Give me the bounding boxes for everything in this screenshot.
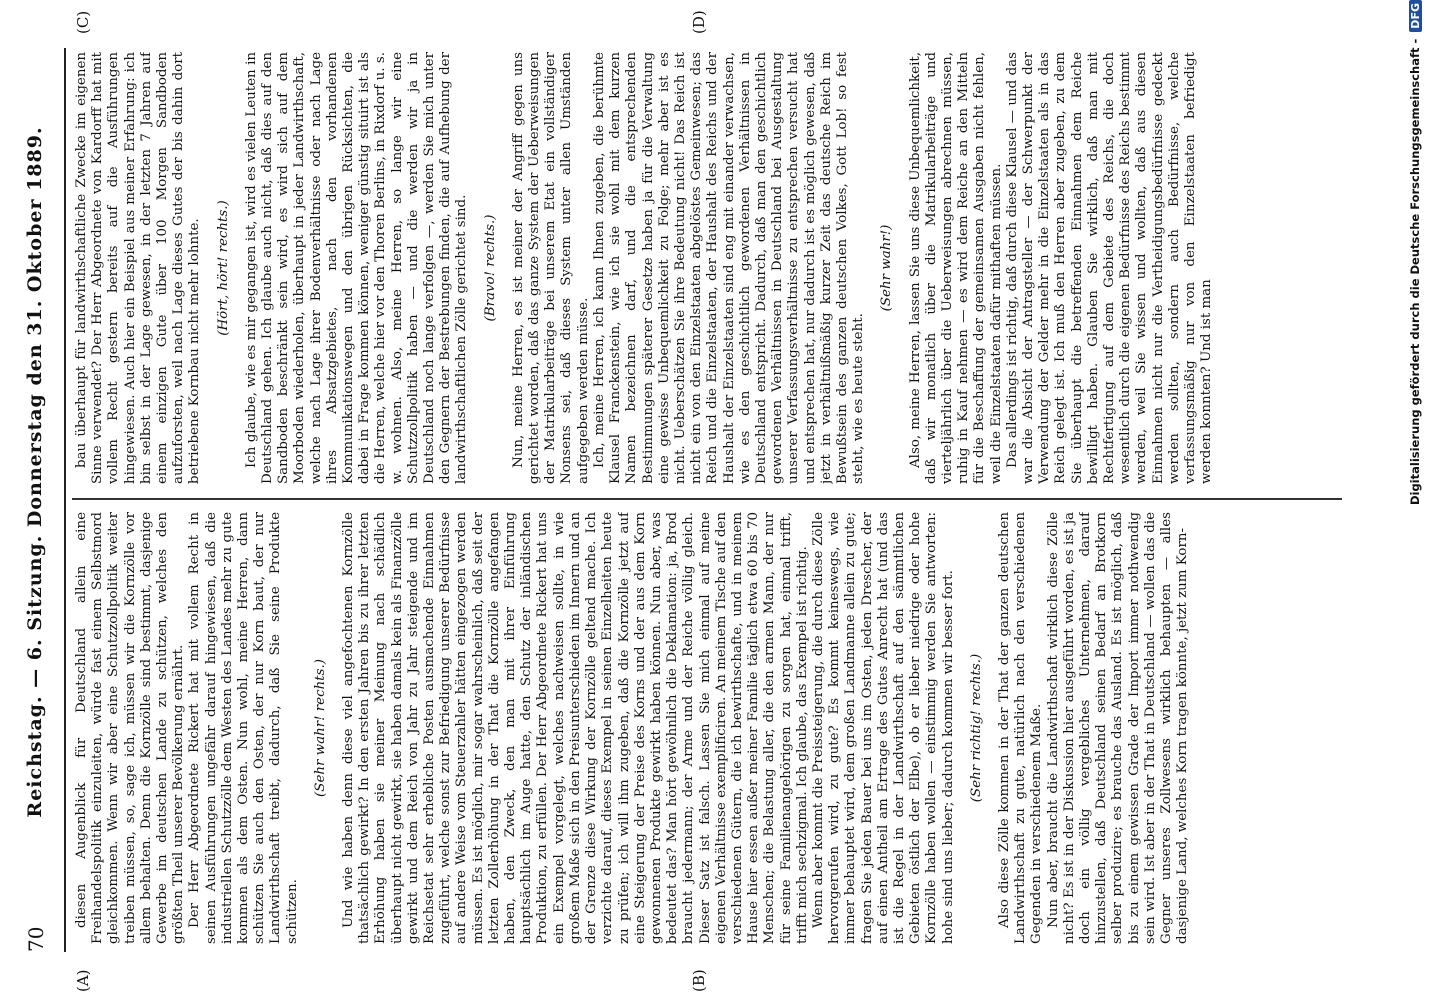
- paragraph: Nun aber, braucht die Landwirthschaft wirklich diese Zölle nicht? Es ist in der Diskussion hier ausgeführt worden, es ist ja doch ein völlig vergebliches Unternehmen, darauf hinzustellen, daß Deutschland seinen Bedarf an Brotkorn selber produzire; es brauche das Ausland. Es ist möglich, daß bis zu einem gewissen Grade der Import immer nothwendig sein wird. Ist aber in der That in Deutschland — wollen das die Gegner unseres Zollwesens wirklich behaupten — alles dasjenige Land, welches Korn tragen könnte, jetzt zum Korn-: [1045, 512, 1191, 944]
- margin-marker-b: (B): [690, 969, 708, 992]
- right-text-column: [74, 52, 1344, 484]
- paragraph: Also diese Zölle kommen in der That der ganzen deutschen Landwirthschaft zu gute, natürlich nach den verschiedenen Gegenden in verschiedenem Maße.: [996, 512, 1045, 944]
- column-divider: [72, 498, 1342, 500]
- digitization-credit: [1408, 0, 1422, 1000]
- paragraph: bau überhaupt für landwirthschaftliche Zwecke im eigenen Sinne verwendet? Der Herr Abgeordnete von Kardorff hat mit vollem Recht gestern bereits auf die Ausführungen hingewiesen. Auch hier ein Beispiel aus meiner Erfahrung: ich bin selbst in der Lage gewesen, in der letzten 7 Jahren auf einem einzigen Gute über 100 Morgen Sandboden aufzuforsten, weil nach Lage dieses Gutes der bis dahin dort betriebene Kornbau nicht mehr lohnte.: [74, 52, 203, 484]
- paragraph: Ich, meine Herren, ich kann Ihnen zugeben, die berühmte Klausel Franckenstein, wie ich sie wohl mit dem kurzen Namen bezeichnen darf, und die entsprechenden Bestimmungen späterer Gesetze haben ja für die Verwaltung eine gewisse Unbequemlichkeit zu Folge; mehr aber ist es nicht. Ueberschätzen Sie ihre Bedeutung nicht! Das Reich ist nicht ein von den Einzelstaaten abgelöstes Gemeinwesen; das Reich und die Einzelstaaten, der Haushalt des Reichs und der Haushalt der Einzelstaaten sind eng mit einander verwachsen, wie es den geschichtlich gewordenen Verhältnissen in Deutschland entspricht. Dadurch, daß man den geschichtlich gewordenen Verhältnissen in Deutschland bei Ausgestaltung unserer Verfassungsverhältnisse zu entsprechen versucht hat und entsprechen hat, nur dadurch ist es möglich gewesen, daß jetzt in verhältnißmäßig kurzer Zeit das deutsche Reich im Bewußtsein des ganzen deutschen Volkes, Gott Lob! so fest steht, wie es heute steht.: [591, 52, 867, 484]
- paragraph: Nun, meine Herren, es ist meiner der Angriff gegen uns gerichtet worden, daß das ganze System der Ueberweisungen der Matrikularbeiträge bei unserem Etat ein vollständiger Nonsens sei, daß dieses System unter allen Umständen aufgegeben werden müsse.: [510, 52, 591, 484]
- page-header: [10, 52, 60, 952]
- left-text-column: [74, 512, 1344, 944]
- margin-marker-d: (D): [690, 10, 708, 34]
- paragraph: Ich glaube, wie es mir gegangen ist, wird es vielen Leuten in Deutschland gehen. Ich glaube auch nicht, daß dies auf den Sandboden beschränkt sein wird, es wird sich auf dem Moorboden wiederholen, überhaupt in jeder Landwirthschaft, welche nach Lage ihrer Bodenverhältnisse oder nach Lage ihres Absatzgebietes, nach den vorhandenen Kommunikationswegen und den übrigen Rücksichten, die dabei in Frage kommen können, weniger günstig situirt ist als die Herren, welche hier vor den Thoren Berlins, in Rixdorf u. s. w. wohnen. Also, meine Herren, so lange wir eine Schutzzollpolitik haben — und die werden wir ja in Deutschland noch lange verfolgen —, werden Sie mich unter den Gegnern der Bestrebungen finden, die auf Aufhebung der landwirthschaftlichen Zölle gerichtet sind.: [243, 52, 470, 484]
- page-number: 70: [24, 926, 48, 952]
- header-rule: [64, 48, 66, 952]
- credit-text: Digitalisierung gefördert durch die Deutsche Forschungsgemeinschaft -: [1408, 38, 1422, 506]
- margin-marker-c: (C): [74, 10, 92, 34]
- paragraph: Und wie haben denn diese viel angefochtenen Kornzölle thatsächlich gewirkt? In den ersten Jahren bis zu ihrer letzten Erhöhung haben sie meiner Meinung nach schädlich überhaupt nicht gewirkt, sie haben damals kein als Finanzzölle gewirkt und dem Reich von Jahr zu Jahr steigende und im Reichsetat sehr erhebliche Posten ausmachende Einnahmen zugeführt, welche sonst zur Befriedigung unserer Bedürfnisse auf andere Weise vom Steuerzahler hätten eingezogen werden müssen. Es ist möglich, mir sogar wahrscheinlich, daß seit der letzten Zollerhöhung in der That die Kornzölle angefangen haben, den Zweck, den man mit ihrer Einführung hauptsächlich im Auge hatte, den Schutz der inländischen Produktion, zu erfüllen. Der Herr Abgeordnete Rickert hat uns ein Exempel vorgelegt, welches nachweisen sollte, in wie großem Maße sich in den Preisunterschieden im Innern und an der Grenze diese Wirkung der Kornzölle geltend mache. Ich verzichte darauf, dieses Exempel in seinen Einzelheiten heute zu prüfen; ich will ihm zugeben, daß die Kornzölle jetzt auf eine Steigerung der Preise des Korns und der aus dem Korn gewonnenen Produkte gewirkt haben können. Nun aber, was bedeutet das? Man hört gewöhnlich die Deklamation: ja, Brod braucht jedermann; der Arme und der Reiche völlig gleich. Dieser Satz ist falsch. Lassen Sie mich einmal auf meine eigenen Verhältnisse exemplificiren. An meinem Tische auf den verschiedenen Gütern, die ich bewirthschafte, und in meinem Hause hier essen außer meiner Familie täglich etwa 60 bis 70 Menschen; die Belastung aller, die den armen Mann, der nur für seine Familienangehörigen zu sorgen hat, einmal trifft, trifft mich sechzigmal. Ich glaube, das Exempel ist richtig.: [341, 512, 810, 944]
- dfg-logo: DFG: [1409, 0, 1422, 32]
- session-title: Reichstag. — 6. Sitzung. Donnerstag den 31. Oktober 1889.: [24, 126, 46, 818]
- interjection: (Sehr richtig! rechts.): [968, 653, 984, 803]
- interjection: (Sehr wahr!): [879, 224, 895, 312]
- paragraph: Also, meine Herren, lassen Sie uns diese Unbequemlichkeit, daß wir monatlich über die Matrikularbeiträge und vierteljährlich über die Ueberweisungen abrechnen müssen, ruhig in Kauf nehmen — es wird dem Reiche an den Mitteln für die Beschaffung der gemeinsamen Ausgaben nicht fehlen, weil die Einzelstaaten dafür mithaften müssen.: [907, 52, 1004, 484]
- paragraph: Wenn aber kommt die Preissteigerung, die durch diese Zölle hervorgerufen wird, zu gute? Es kommt keineswegs, wie immer behauptet wird, dem großen Landmanne allein zu gute; fragen Sie jeden Bauer bei uns im Osten, jeden Drescher, der auf einen Antheil am Ertrage des Gutes Anrecht hat (und das ist die Regel in der Landwirthschaft auf den sämmtlichen Gebieten östlich der Elbe), ob er lieber niedrige oder hohe Kornzölle haben wollen — einstimmig werden Sie antworten: hohe sind uns lieber; dadurch kommen wir besser fort.: [810, 512, 956, 944]
- paragraph: Der Herr Abgeordnete Rickert hat mit vollem Recht in seinen Ausführungen ungefähr darauf hingewiesen, daß die industriellen Schutzzölle dem Westen des Landes mehr zu gute kommen als dem Osten. Nun wohl, meine Herren, dann schützen Sie auch den Osten, der nur Korn baut, der nur Landwirthschaft treibt, dadurch, daß Sie seine Produkte schützen.: [187, 512, 300, 944]
- paragraph: diesen Augenblick für Deutschland allein eine Freihandelspolitik einzuleiten, würde fast einem Selbstmord gleichkommen. Wenn wir aber eine Schutzzollpolitik weiter treiben müssen, so, sage ich, müssen wir die Kornzölle vor allem behalten. Denn die Kornzölle sind bestimmt, dasjenige Gewerbe im deutschen Lande zu schützen, welches den größten Theil unserer Bevölkerung ernährt.: [74, 512, 187, 944]
- paragraph: Das allerdings ist richtig, daß durch diese Klausel — und das war die Absicht der Antragsteller — der Schwerpunkt der Verwendung der Gelder mehr in die Einzelstaaten als in das Reich gelegt ist. Ich muß den Herren aber zugeben, zu dem Sie überhaupt die betreffenden Einnahmen dem Reiche bewilligt haben. Glauben Sie wirklich, daß man mit Rechtfertigung auf dem Gebiete des Reichs, die doch wesentlich durch die eigenen Bedürfnisse des Reichs bestimmt werden, weil Sie wissen und wollten, daß aus diesen Einnahmen nicht nur die Vertheidigungsbedürfnisse gedeckt werden sollten, sondern auch Bedürfnisse, welche verfassungsmäßig nur von den Einzelstaaten befriedigt werden konnten? Und ist man: [1004, 52, 1215, 484]
- interjection: (Hört, hört! rechts.): [215, 200, 231, 336]
- margin-marker-a: (A): [74, 969, 92, 992]
- interjection: (Bravo! rechts.): [482, 214, 498, 322]
- interjection: (Sehr wahr! rechts.): [312, 659, 328, 797]
